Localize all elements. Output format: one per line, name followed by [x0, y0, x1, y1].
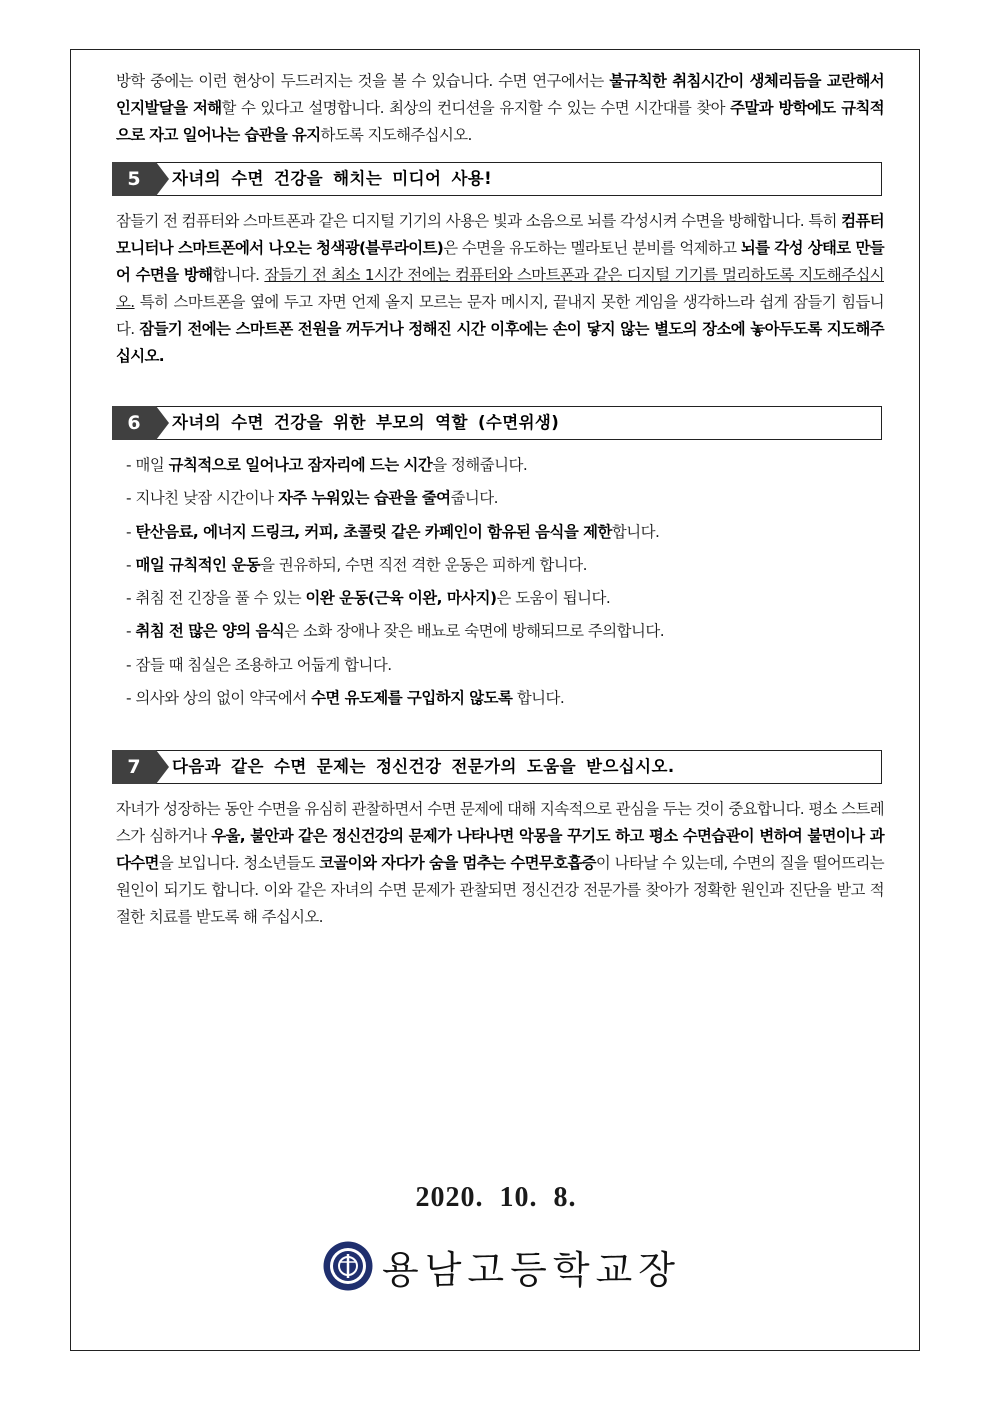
text-run: - 매일 [126, 456, 169, 474]
section-title: 자녀의 수면 건강을 위한 부모의 역할 (수면위생) [172, 413, 560, 432]
text-run: - 지나친 낮잠 시간이나 [126, 489, 278, 508]
intro-paragraph [116, 68, 884, 149]
list-item [126, 649, 846, 682]
text-run: 할 수 있다고 설명합니다. 최상의 컨디션을 유지할 수 있는 수면 시간대를 찾아 [221, 99, 731, 117]
emphasis-text: 수면 유도제를 구입하지 않도록 [311, 689, 513, 708]
emphasis-text: 규칙적으로 일어나고 잠자리에 드는 시간 [168, 456, 433, 474]
emphasis-text: 우울, 불안과 같은 정신건강의 문제가 나타나면 악몽을 꾸기도 하고 평소 수면습관이 변하여 불면이나 과다수면 [116, 827, 884, 872]
section-5-paragraph [116, 208, 884, 370]
text-run: 합니다. [611, 522, 660, 541]
signature-block [322, 1236, 681, 1296]
emphasis-text: 자주 누워있는 습관을 줄여 [277, 489, 451, 508]
text-run: 이 나타날 수 있는데, 수면의 질을 떨어뜨리는 원인이 되기도 합니다. 이와 같은 자녀의 수면 문제가 관찰되면 정신건강 전문가를 찾아가 정확한 원인과 진단을 받고 적절한 치료를 받도록 해 주십시오. [116, 854, 884, 926]
list-item [126, 582, 846, 615]
list-item [126, 449, 846, 482]
text-run: 은 소화 장애나 잦은 배뇨로 숙면에 방해되므로 주의합니다. [284, 622, 665, 641]
text-run: 을 정해줍니다. [432, 456, 528, 474]
text-run: 하도록 지도해주십시오. [320, 126, 472, 144]
section-title: 다음과 같은 수면 문제는 정신건강 전문가의 도움을 받으십시오. [172, 757, 675, 776]
section-title: 자녀의 수면 건강을 해치는 미디어 사용! [172, 169, 493, 188]
text-run: 특히 스마트폰을 옆에 두고 자면 언제 올지 모르는 문자 메시지, 끝내지 못한 게임을 생각하느라 쉽게 잠들기 힘듭니다. [116, 293, 884, 338]
text-run: - 잠들 때 침실은 조용하고 어둡게 합니다. [126, 655, 392, 674]
emphasis-text: 매일 규칙적인 운동 [135, 555, 261, 574]
text-run: 을 권유하되, 수면 직전 격한 운동은 피하게 합니다. [260, 555, 587, 574]
text-run: - [126, 555, 136, 574]
section-number: 6 [112, 406, 156, 440]
emphasis-text: 코골이와 자다가 숨을 멈추는 수면무호흡증 [319, 854, 596, 872]
list-item [126, 682, 846, 715]
section-number: 7 [112, 750, 156, 784]
school-seal-icon [322, 1240, 374, 1292]
text-run: 줍니다. [450, 489, 499, 508]
emphasis-text: 탄산음료, 에너지 드링크, 커피, 초콜릿 같은 카페인이 함유된 음식을 제한 [135, 522, 612, 541]
text-run: - 취침 전 긴장을 풀 수 있는 [126, 589, 306, 608]
emphasis-text: 뇌를 각성 상태로 만들어 수면을 방해 [116, 239, 884, 284]
list-item [126, 516, 846, 549]
section-7-paragraph [116, 796, 884, 931]
section-6-header [112, 406, 882, 440]
text-run: 잠들기 전 컴퓨터와 스마트폰과 같은 디지털 기기의 사용은 빛과 소음으로 뇌를 각성시켜 수면을 방해합니다. 특히 [116, 212, 842, 230]
emphasis-text: 이완 운동(근육 이완, 마사지) [305, 589, 497, 608]
arrow-icon [156, 162, 169, 196]
text-run: 합니다. [512, 689, 565, 708]
text-run: 합니다. [212, 266, 265, 284]
list-item [126, 549, 846, 582]
arrow-icon [156, 406, 169, 440]
text-run: 은 도움이 됩니다. [496, 589, 611, 608]
issue-date: 2020. 10. 8. [415, 1182, 577, 1213]
text-run: 을 보입니다. 청소년들도 [158, 854, 320, 872]
emphasis-text: 불규칙한 취침시간이 생체리듬을 교란해서 인지발달을 저해 [116, 72, 884, 117]
sleep-hygiene-list [126, 449, 846, 715]
text-run: - 의사와 상의 없이 약국에서 [126, 689, 312, 708]
text-run: - [126, 522, 136, 541]
emphasis-text: 컴퓨터 모니터나 스마트폰에서 나오는 청색광(블루라이트) [116, 212, 884, 257]
emphasis-text: 잠들기 전에는 스마트폰 전원을 꺼두거나 정해진 시간 이후에는 손이 닿지 않는 별도의 장소에 놓아두도록 지도해주십시오. [116, 320, 884, 365]
section-number: 5 [112, 162, 156, 196]
text-run: 은 수면을 유도하는 멜라토닌 분비를 억제하고 [443, 239, 741, 257]
emphasis-text: 주말과 방학에도 규칙적으로 자고 일어나는 습관을 유지 [116, 99, 884, 144]
signer-name: 용남고등학교장 [382, 1247, 681, 1292]
section-7-header [112, 750, 882, 784]
list-item [126, 482, 846, 515]
section-5-header [112, 162, 882, 196]
underlined-text: 잠들기 전 최소 1시간 전에는 컴퓨터와 스마트폰과 같은 디지털 기기를 멀리하도록 지도해주십시오. [116, 266, 884, 311]
arrow-icon [156, 750, 169, 784]
text-run: - [126, 622, 136, 641]
text-run: 자녀가 성장하는 동안 수면을 유심히 관찰하면서 수면 문제에 대해 지속적으로 관심을 두는 것이 중요합니다. 평소 스트레스가 심하거나 [116, 800, 884, 845]
text-run: 방학 중에는 이런 현상이 두드러지는 것을 볼 수 있습니다. 수면 연구에서는 [116, 72, 610, 90]
list-item [126, 615, 846, 648]
emphasis-text: 취침 전 많은 양의 음식 [135, 622, 285, 641]
